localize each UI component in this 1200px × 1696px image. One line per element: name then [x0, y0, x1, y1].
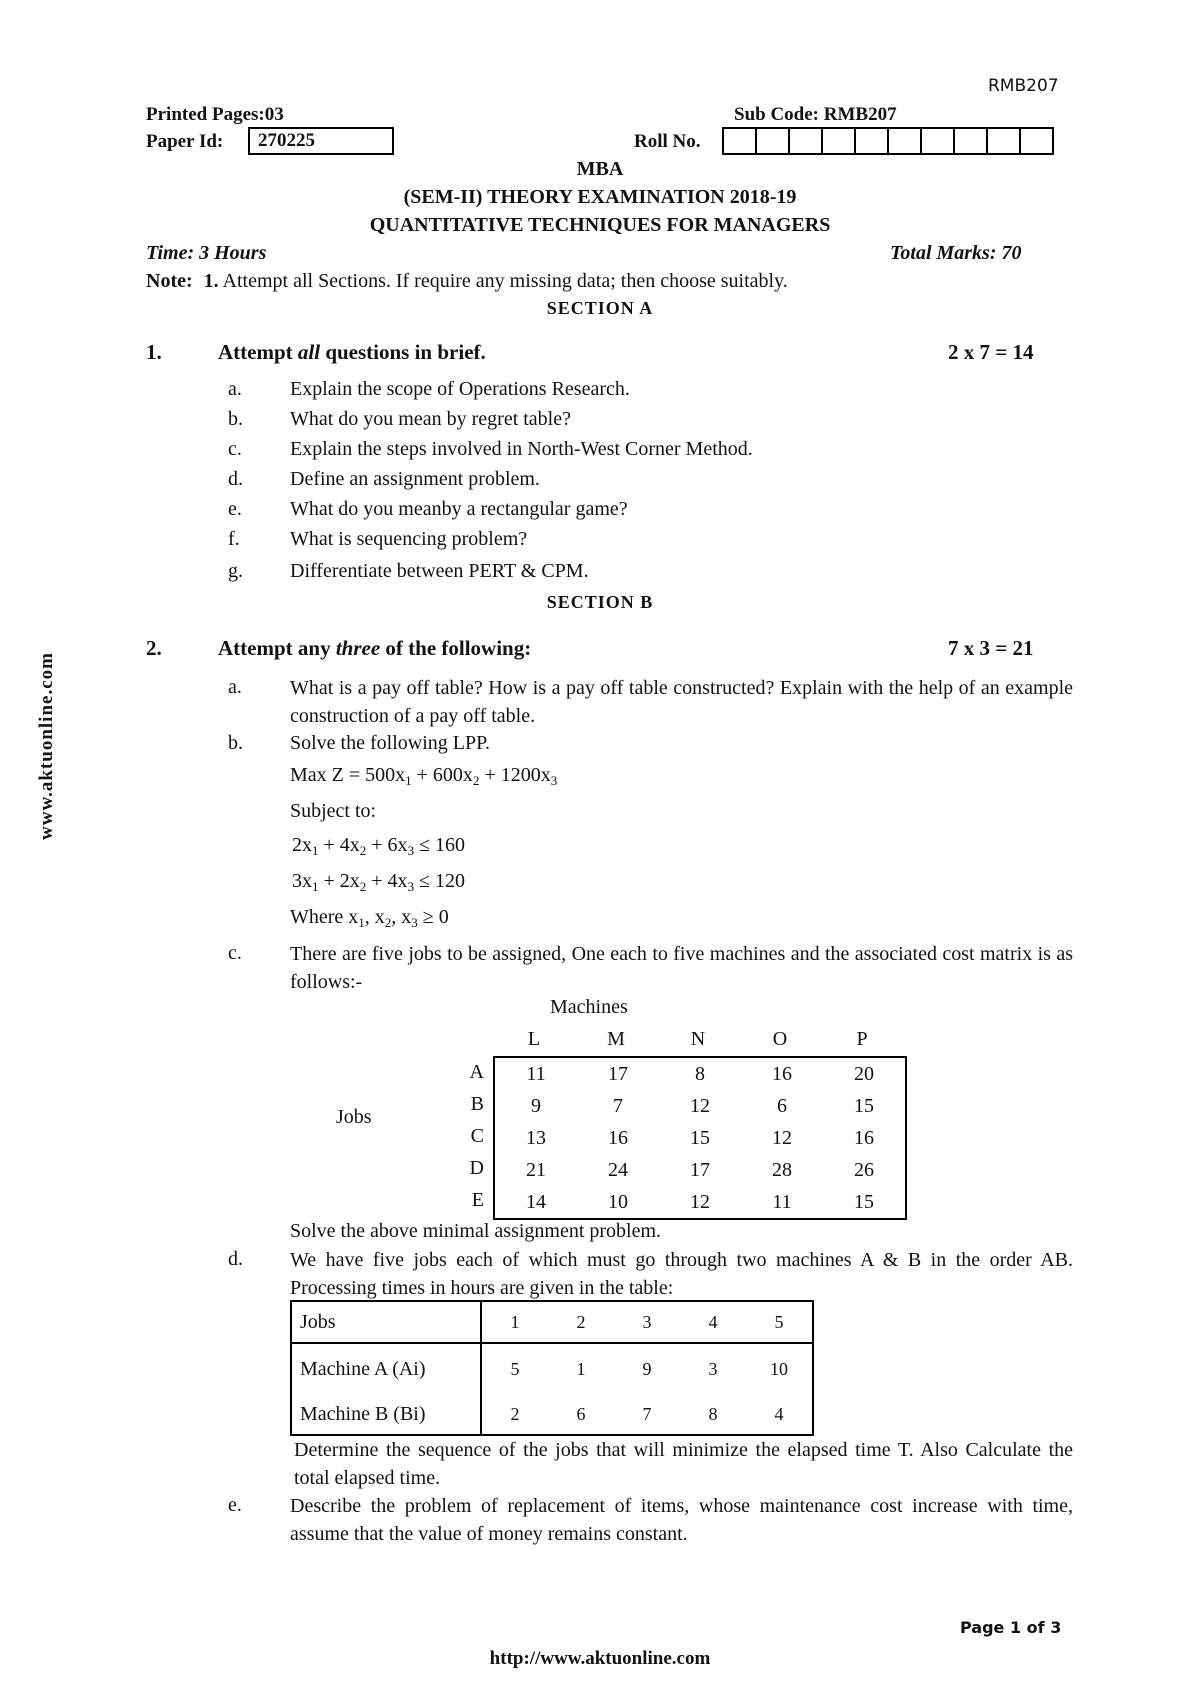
- q2e-text: Describe the problem of replacement of items, whose maintenance cost increase with time, assume that the value of money remains constant.: [290, 1495, 1073, 1545]
- lpp-nonnegativity: Where $x_1$, $x_2$, $x_3 \ge 0$: [290, 906, 449, 930]
- q1-marks: 2 x 7 = 14: [948, 340, 1034, 364]
- side-watermark: www.aktuonline.com: [36, 652, 57, 840]
- cost-row-label: A: [469, 1061, 484, 1083]
- time: Time: 3 Hours: [146, 242, 267, 264]
- page-number: Page 1 of 3: [960, 1618, 1062, 1637]
- cost-col-header: M: [607, 1028, 625, 1050]
- table-row: Machine B (Bi) 2 6 7 8 4: [291, 1394, 813, 1435]
- q2d-after-text: Determine the sequence of the jobs that will minimize the elapsed time T. Also Calculate the total elapsed time.: [294, 1439, 1073, 1489]
- q2-marks: 7 x 3 = 21: [948, 636, 1034, 660]
- lpp-constraint-2: $3x_1 + 2x_2 + 4x_3 \le 120$: [292, 870, 466, 894]
- section-b-title: SECTION B: [546, 592, 654, 612]
- processing-times-table: [290, 1300, 814, 1436]
- cost-row-label: B: [470, 1093, 484, 1115]
- note-text: Attempt all Sections. If require any missing data; then choose suitably.: [222, 270, 788, 292]
- exam-title: (SEM-II) THEORY EXAMINATION 2018-19: [403, 186, 797, 208]
- q2c-after-text: Solve the above minimal assignment problem.: [290, 1220, 662, 1242]
- q2b-text: Solve the following LPP.: [290, 732, 491, 754]
- header-code: RMB207: [988, 76, 1059, 96]
- q2d-text: We have five jobs each of which must go through two machines A & B in the order AB. Processing times in hours are given in the table:: [290, 1249, 1073, 1299]
- cost-row-label: C: [470, 1125, 484, 1147]
- table-row: 13 16 15 12 16: [526, 1126, 874, 1149]
- cost-col-header: O: [772, 1028, 788, 1050]
- footer-url[interactable]: http://www.aktuonline.com: [489, 1648, 711, 1669]
- q2-number: 2.: [146, 636, 162, 660]
- printed-pages: Printed Pages:03: [146, 104, 284, 125]
- cost-matrix-table: [493, 1056, 907, 1220]
- q2b-label: b.: [228, 732, 243, 754]
- total-marks: Total Marks: 70: [890, 242, 1022, 264]
- cost-row-label: E: [471, 1189, 484, 1211]
- cost-col-header: L: [527, 1028, 541, 1050]
- q2e-label: e.: [228, 1494, 242, 1516]
- lpp-subject-to: Subject to:: [290, 800, 377, 822]
- roll-no-boxes: [722, 127, 1054, 155]
- program: MBA: [576, 158, 624, 180]
- note-label: Note:: [146, 270, 193, 292]
- q2c-label: c.: [228, 942, 242, 964]
- lpp-objective: Max $Z = 500x_1 + 600x_2 + 1200x_3$: [290, 764, 558, 788]
- q1-text: Attempt all questions in brief.: [218, 340, 486, 364]
- cost-col-header: P: [856, 1028, 868, 1050]
- q2d-label: d.: [228, 1248, 243, 1270]
- table-row: 21 24 17 28 26: [526, 1158, 874, 1181]
- subject-title: QUANTITATIVE TECHNIQUES FOR MANAGERS: [369, 214, 831, 236]
- cost-col-header: N: [690, 1028, 706, 1050]
- table-row: 9 7 12 6 15: [531, 1094, 874, 1117]
- q1-number: 1.: [146, 340, 162, 364]
- roll-no-label: Roll No.: [634, 131, 701, 152]
- table-row: Jobs 1 2 3 4 5: [291, 1301, 813, 1343]
- sub-code: Sub Code: RMB207: [734, 104, 897, 125]
- jobs-label: Jobs: [336, 1106, 372, 1128]
- q2c-text: There are five jobs to be assigned, One each to five machines and the associated cost matrix is as follows:-: [290, 943, 1073, 993]
- note-number: 1.: [203, 270, 219, 292]
- note: [146, 270, 788, 293]
- paper-id-label: Paper Id:: [146, 131, 224, 152]
- table-row: 14 10 12 11 15: [526, 1190, 874, 1213]
- q2a-label: a.: [228, 676, 242, 698]
- q2a-text: What is a pay off table? How is a pay off table constructed? Explain with the help of an example construction of a pay off table.: [290, 677, 1073, 727]
- cost-row-label: D: [469, 1157, 484, 1179]
- table-row: 11 17 8 16 20: [526, 1062, 874, 1085]
- machines-label: Machines: [550, 996, 628, 1018]
- paper-id-box: 270225: [248, 127, 394, 155]
- q2-text: Attempt any three of the following:: [218, 636, 532, 660]
- section-a-title: SECTION A: [546, 298, 654, 318]
- lpp-constraint-1: $2x_1 + 4x_2 + 6x_3 \le 160$: [292, 834, 466, 858]
- table-row: Machine A (Ai) 5 1 9 3 10: [291, 1343, 813, 1394]
